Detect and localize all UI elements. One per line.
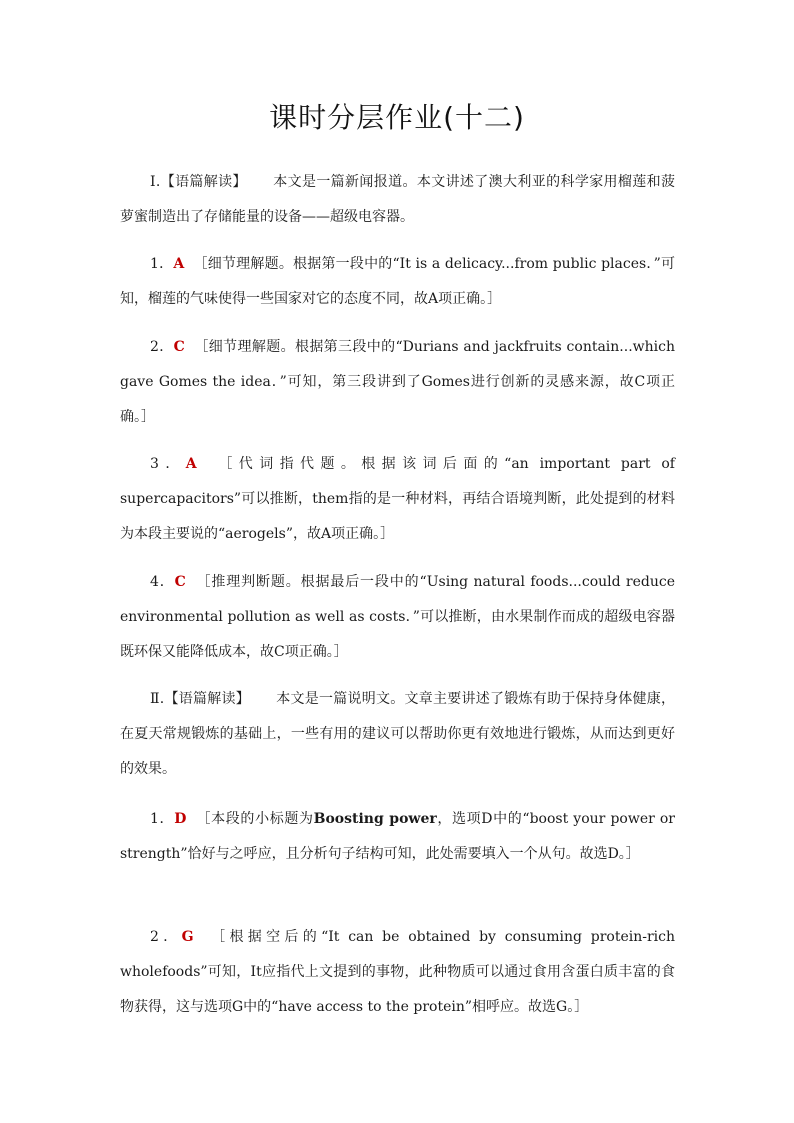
answer-letter: A <box>185 456 197 472</box>
answer-letter: G <box>181 929 194 945</box>
item-number: 4． <box>150 574 175 590</box>
item-explanation: ［根据空后的“It can be obtained by consuming protein-rich wholefoods”可知，It应指代上文提到的事物，此种物质可以通过食用含蛋白质丰富的食物获得，这与选项G中的“have access to the protein”相呼应。故选G。］ <box>120 929 675 1015</box>
section2-header: Ⅱ.【语篇解读】 <box>150 691 250 707</box>
section2-intro-text: 本文是一篇说明文。文章主要讲述了锻炼有助于保持身体健康，在夏天常规锻炼的基础上，一些有用的建议可以帮助你更有效地进行锻炼，从而达到更好的效果。 <box>120 691 676 777</box>
answer-letter: C <box>174 574 186 590</box>
item-number: 2． <box>150 929 182 945</box>
section1-item-2 <box>120 330 675 435</box>
item-explanation-pre: ［本段的小标题为 <box>196 811 314 827</box>
item-explanation: ［细节理解题。根据第一段中的“It is a delicacy...from public places．”可知，榴莲的气味使得一些国家对它的态度不同，故A项正确。］ <box>120 256 675 307</box>
section1-intro-text: 本文是一篇新闻报道。本文讲述了澳大利亚的科学家用榴莲和菠萝蜜制造出了存储能量的设备——超级电容器。 <box>120 174 675 225</box>
section1-item-4 <box>120 565 675 670</box>
answer-letter: C <box>173 339 185 355</box>
section2-item-2 <box>120 920 675 1025</box>
item-explanation: ［细节理解题。根据第三段中的“Durians and jackfruits contain...which gave Gomes the idea．”可知，第三段讲到了Gomes进行创新的灵感来源，故C项正确。］ <box>120 339 675 425</box>
section1-intro <box>120 165 675 235</box>
item-number: 3． <box>150 456 186 472</box>
section2-intro <box>120 682 675 787</box>
section1-item-1 <box>120 247 675 317</box>
answer-letter: D <box>174 811 187 827</box>
item-number: 1． <box>150 256 174 272</box>
item-number: 2． <box>150 339 174 355</box>
item-explanation: ［推理判断题。根据最后一段中的“Using natural foods...could reduce environmental pollution as well as costs．”可以推断，由水果制作而成的超级电容器既环保又能降低成本，故C项正确。］ <box>120 574 675 660</box>
section1-item-3 <box>120 447 675 552</box>
section2-item-1 <box>120 802 675 872</box>
section1-header: Ⅰ.【语篇解读】 <box>150 174 247 190</box>
page-title: 课时分层作业(十二) <box>269 101 525 134</box>
item-number: 1． <box>150 811 175 827</box>
item-explanation: ［代词指代题。根据该词后面的“an important part of supercapacitors”可以推断，them指的是一种材料，再结合语境判断，此处提到的材料为本段主要说的“aerogels”，故A项正确。］ <box>120 456 675 542</box>
item-explanation-post: ，选项D中的“boost your power or strength”恰好与之呼应，且分析句子结构可知，此处需要填入一个从句。故选D。］ <box>120 811 676 862</box>
answer-letter: A <box>173 256 185 272</box>
subheading-bold: Boosting power <box>313 811 437 827</box>
